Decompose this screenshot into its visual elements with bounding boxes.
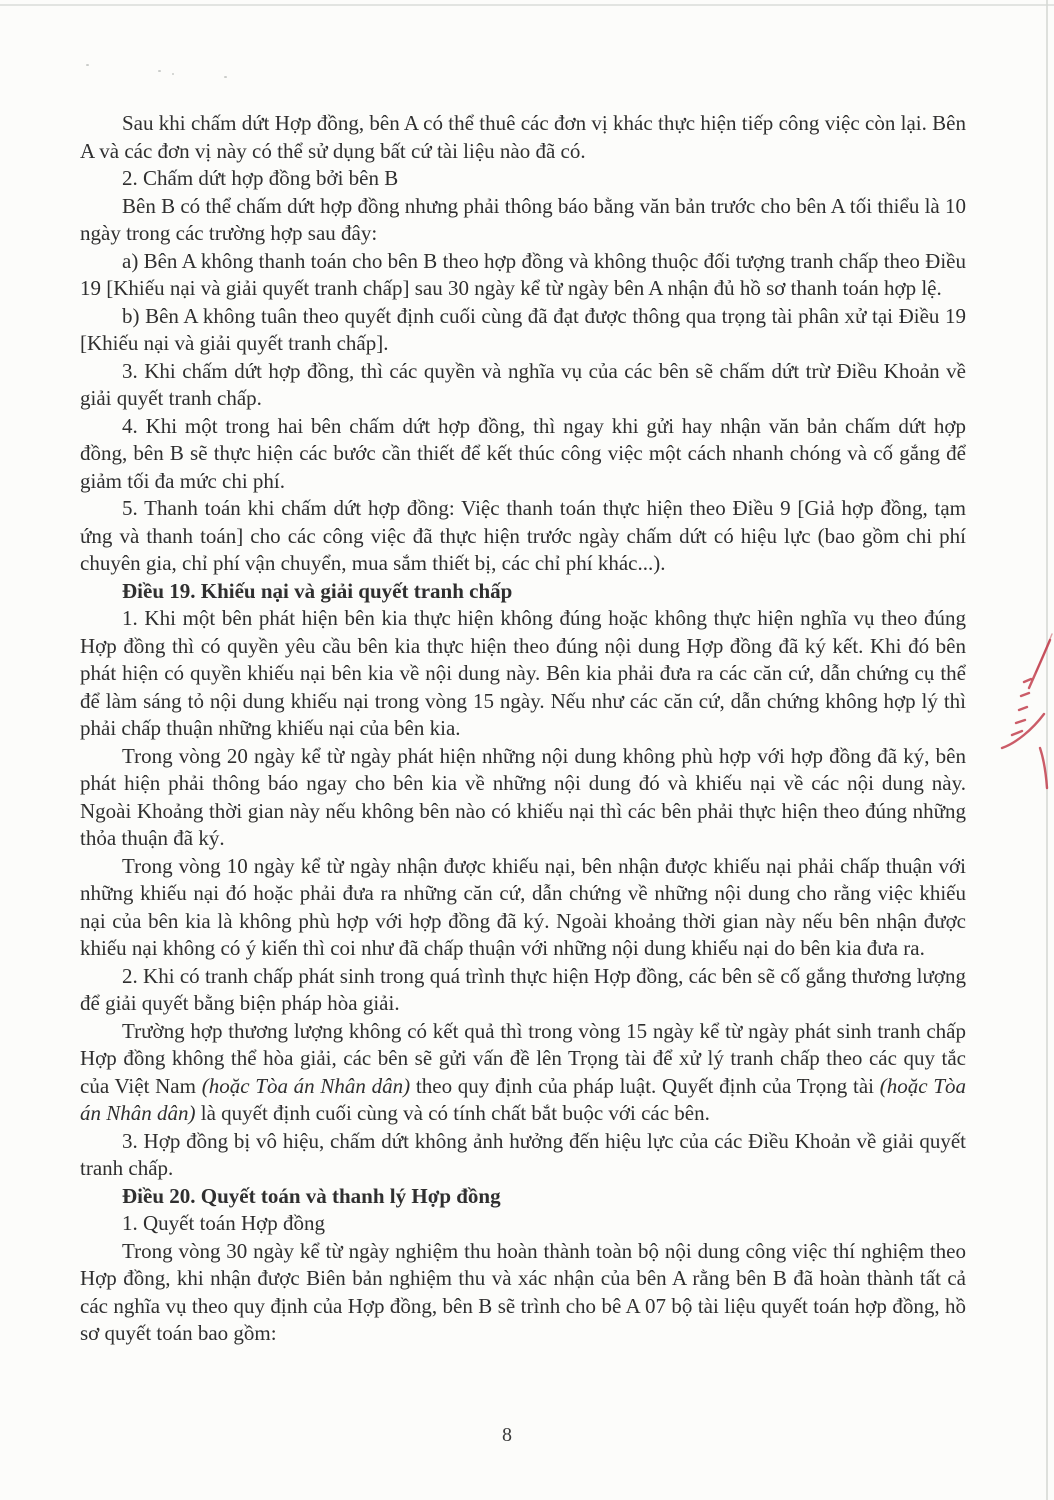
paragraph [80, 495, 966, 578]
paragraph [80, 248, 966, 303]
text-run: 2. Chấm dứt hợp đồng bởi bên B [122, 166, 399, 190]
red-ink-annotation-mark [990, 626, 1054, 812]
page-number: 8 [502, 1424, 512, 1446]
text-run: b) Bên A không tuân theo quyết định cuối cùng đã đạt được thông qua trọng tài phân xử tại Điều 19 [Khiếu nại và giải quyết tranh chấp]. [80, 303, 966, 355]
scan-top-edge-line [0, 4, 1054, 6]
text-run: Trong vòng 20 ngày kể từ ngày phát hiện những nội dung không phù hợp với hợp đồng đã ký, bên phát hiện phải thông báo ngay cho bên kia về những nội dung đó và khiếu nại về các nội dung này. Ngoài Khoảng thời gian này nếu không bên nào có khiếu nại thì các bên phải thực hiện theo đúng những thỏa thuận đã ký. [80, 743, 966, 850]
paragraph [80, 358, 966, 413]
paragraph [80, 963, 966, 1018]
article-heading [80, 578, 966, 606]
text-run: 1. Quyết toán Hợp đồng [122, 1211, 325, 1235]
paragraph [80, 743, 966, 853]
text-run: 1. Khi một bên phát hiện bên kia thực hiện không đúng hoặc không thực hiện nghĩa vụ theo đúng Hợp đồng thì có quyền yêu cầu bên kia thực hiện theo đúng nội dung Hợp đồng đã ký kết. Khi đó bên phát hiện có quyền khiếu nại bên kia về nội dung này. Bên kia phải đưa ra các căn cứ, dẫn chứng cụ thể để làm sáng tỏ nội dung khiếu nại trong vòng 15 ngày. Nếu như các căn cứ, dẫn chứng không hợp lý thì phải chấp thuận những khiếu nại của bên kia. [80, 606, 966, 740]
text-run: Điều 19. Khiếu nại và giải quyết tranh chấp [122, 578, 513, 603]
document-body [80, 110, 966, 1348]
text-run: a) Bên A không thanh toán cho bên B theo hợp đồng và không thuộc đối tượng tranh chấp theo Điều 19 [Khiếu nại và giải quyết tranh chấp] sau 30 ngày kể từ ngày bên A nhận đủ hồ sơ thanh toán hợp lệ. [80, 248, 966, 300]
text-run: 3. Khi chấm dứt hợp đồng, thì các quyền và nghĩa vụ của các bên sẽ chấm dứt trừ Điều Khoản về giải quyết tranh chấp. [80, 358, 966, 410]
paragraph [80, 413, 966, 496]
paragraph [80, 303, 966, 358]
paragraph [80, 193, 966, 248]
article-heading [80, 1183, 966, 1211]
text-run: Bên B có thể chấm dứt hợp đồng nhưng phải thông báo bằng văn bản trước cho bên A tối thiểu là 10 ngày trong các trường hợp sau đây: [80, 193, 966, 245]
scan-speck [158, 70, 161, 72]
paragraph [80, 853, 966, 963]
scan-speck [224, 76, 227, 78]
paragraph [80, 1018, 966, 1128]
text-run: 4. Khi một trong hai bên chấm dứt hợp đồng, thì ngay khi gửi hay nhận văn bản chấm dứt hợp đồng, bên B sẽ thực hiện các bước cần thiết để kết thúc công việc một cách nhanh chóng và cố gắng để giảm tối đa mức chi phí. [80, 413, 966, 493]
italic-text-run: (hoặc Tòa án Nhân dân) [201, 1073, 411, 1098]
paragraph [80, 1238, 966, 1348]
text-run: 5. Thanh toán khi chấm dứt hợp đồng: Việc thanh toán thực hiện theo Điều 9 [Giả hợp đồng, tạm ứng và thanh toán] cho các công việc đã thực hiện trước ngày chấm dứt có hiệu lực (bao gồm chi phí chuyên gia, chỉ phí vận chuyển, mua sắm thiết bị, các chỉ phí khác...). [80, 496, 966, 575]
text-run: Trong vòng 10 ngày kể từ ngày nhận được khiếu nại, bên nhận được khiếu nại phải chấp thuận với những khiếu nại đó hoặc phải đưa ra những căn cứ, dẫn chứng về những nội dung cho rằng việc khiếu nại của bên kia là không phù hợp với hợp đồng đã ký. Ngoài khoảng thời gian này nếu bên nhận được khiếu nại không có ý kiến thì coi như đã chấp thuận với những nội dung khiếu nại do bên kia đưa ra. [80, 853, 966, 960]
italic-text-run: (hoặc Tòa án Nhân dân) [80, 1073, 967, 1125]
paragraph [80, 110, 966, 165]
text-run: Trong vòng 30 ngày kể từ ngày nghiệm thu hoàn thành toàn bộ nội dung công việc thí nghiệm theo Hợp đồng, khi nhận được Biên bản nghiệm thu và xác nhận của bên A rằng bên B đã hoàn thành tất cả các nghĩa vụ theo quy định của Hợp đồng, bên B sẽ trình cho bê A 07 bộ tài liệu quyết toán hợp đồng, hồ sơ quyết toán bao gồm: [80, 1238, 966, 1345]
paragraph [80, 1128, 966, 1183]
paragraph [80, 1210, 966, 1238]
text-run: 2. Khi có tranh chấp phát sinh trong quá trình thực hiện Hợp đồng, các bên sẽ cố gắng thương lượng để giải quyết bằng biện pháp hòa giải. [80, 963, 966, 1015]
scan-speck [86, 64, 89, 66]
text-run: theo quy định của pháp luật. Quyết định của Trọng tài [410, 1073, 880, 1098]
text-run: là quyết định cuối cùng và có tính chất bắt buộc với các bên. [195, 1101, 710, 1125]
text-run: 3. Hợp đồng bị vô hiệu, chấm dứt không ảnh hưởng đến hiệu lực của các Điều Khoản về giải quyết tranh chấp. [80, 1128, 966, 1180]
text-run: Điều 20. Quyết toán và thanh lý Hợp đồng [122, 1183, 501, 1208]
paragraph [80, 605, 966, 743]
text-run: Trường hợp thương lượng không có kết quả thì trong vòng 15 ngày kể từ ngày phát sinh tranh chấp Hợp đồng không thể hòa giải, các bên sẽ gửi vấn đề lên Trọng tài để xử lý tranh chấp theo các quy tắc của Việt Nam [80, 1018, 966, 1098]
scan-speck [172, 73, 174, 75]
text-run: Sau khi chấm dứt Hợp đồng, bên A có thể thuê các đơn vị khác thực hiện tiếp công việc còn lại. Bên A và các đơn vị này có thể sử dụng bất cứ tài liệu nào đã có. [80, 111, 966, 163]
paragraph [80, 165, 966, 193]
